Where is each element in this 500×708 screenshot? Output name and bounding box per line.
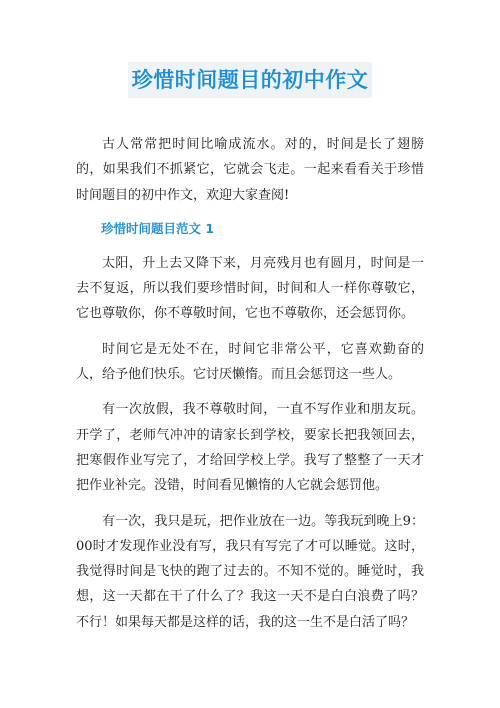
intro-paragraph: 古人常常把时间比喻成流水。对的，时间是长了翅膀的，如果我们不抓紧它，它就会飞走。一起来看看关于珍惜时间题目的初中作文，欢迎大家查阅!: [76, 137, 424, 203]
article-body: [76, 132, 424, 635]
section-heading: 珍惜时间题目范文 1: [101, 220, 215, 236]
body-paragraph: 有一次放假，我不尊敬时间，一直不写作业和朋友玩。开学了，老师气冲冲的请家长到学校，要家长把我领回去，把寒假作业写完了，才给回学校上学。我写了整整了一天才把作业补完。没错，时间看见懒惰的人它就会惩罚他。: [76, 402, 424, 494]
body-paragraph: 太阳，升上去又降下来，月亮残月也有圆月，时间是一去不复返，所以我们要珍惜时间，时间和人一样你尊敬它，它也尊敬你，你不尊敬时间，它也不尊敬你，还会惩罚你。: [76, 255, 424, 322]
title-area: [0, 62, 500, 98]
page-title: 珍惜时间题目的初中作文: [128, 62, 373, 98]
body-paragraph: 有一次，我只是玩，把作业放在一边。等我玩到晚上9：00时才发现作业没有写，我只有写完了才可以睡觉。这时，我觉得时间是飞快的跑了过去的。不知不觉的。睡觉时，我想，这一天都在干了什么了？我这一天不是白白浪费了吗？不行！如果每天都是这样的话，我的这一生不是白活了吗？: [76, 513, 424, 630]
body-paragraph: 时间它是无处不在，时间它非常公平，它喜欢勤奋的人，给予他们快乐。它讨厌懒惰。而且会惩罚这一些人。: [76, 341, 424, 383]
